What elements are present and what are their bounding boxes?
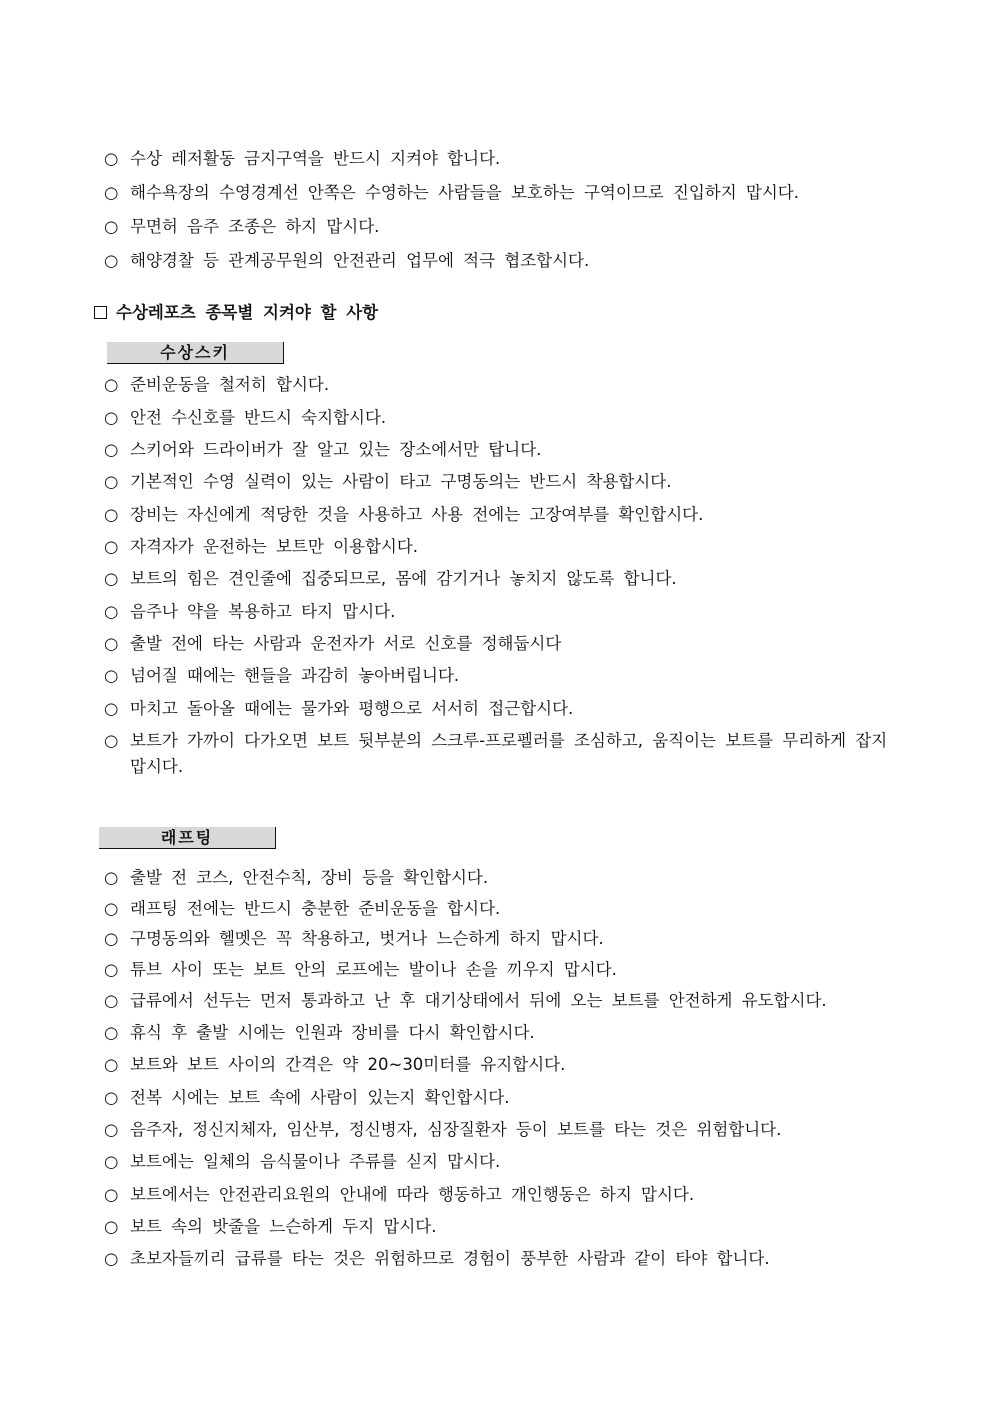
circle-bullet-icon: ○ <box>104 666 119 685</box>
intro-item-text: 무면허 음주 조종은 하지 맙시다. <box>130 217 380 236</box>
water-ski-item-text: 보트가 가까이 다가오면 보트 뒷부분의 스크루-프로펠러를 조심하고, 움직이는 보트를 무리하게 잡지 맙시다. <box>130 731 888 776</box>
circle-bullet-icon: ○ <box>104 602 119 621</box>
intro-item-text: 해양경찰 등 관계공무원의 안전관리 업무에 적극 협조합시다. <box>130 251 590 270</box>
rafting-item-text: 보트에는 일체의 음식물이나 주류를 싣지 맙시다. <box>130 1152 501 1171</box>
rafting-item-text: 음주자, 정신지체자, 임산부, 정신병자, 심장질환자 등이 보트를 타는 것은 위험합니다. <box>130 1120 782 1139</box>
circle-bullet-icon: ○ <box>104 537 119 556</box>
rafting-item-text: 급류에서 선두는 먼저 통과하고 난 후 대기상태에서 뒤에 오는 보트를 안전하게 유도합시다. <box>130 991 827 1010</box>
circle-bullet-icon: ○ <box>104 408 119 427</box>
water-ski-item-text: 음주나 약을 복용하고 타지 맙시다. <box>130 602 396 621</box>
intro-item-text: 해수욕장의 수영경계선 안쪽은 수영하는 사람들을 보호하는 구역이므로 진입하지 맙시다. <box>130 183 799 202</box>
water-ski-item-text: 넘어질 때에는 핸들을 과감히 놓아버립니다. <box>130 666 460 685</box>
square-checkbox-icon <box>94 306 107 319</box>
rafting-label: 래프팅 <box>99 827 276 849</box>
water-ski-item-text: 안전 수신호를 반드시 숙지합시다. <box>130 408 387 427</box>
circle-bullet-icon: ○ <box>104 1185 119 1204</box>
circle-bullet-icon: ○ <box>104 251 119 270</box>
circle-bullet-icon: ○ <box>104 217 119 236</box>
circle-bullet-icon: ○ <box>104 440 119 459</box>
circle-bullet-icon: ○ <box>104 149 119 168</box>
circle-bullet-icon: ○ <box>104 505 119 524</box>
rafting-item-text: 보트에서는 안전관리요원의 안내에 따라 행동하고 개인행동은 하지 맙시다. <box>130 1185 695 1204</box>
circle-bullet-icon: ○ <box>104 1023 119 1042</box>
circle-bullet-icon: ○ <box>104 991 119 1010</box>
water-ski-label: 수상스키 <box>107 342 284 364</box>
water-ski-item-text: 보트의 힘은 견인줄에 집중되므로, 몸에 감기거나 놓치지 않도록 합니다. <box>130 569 677 588</box>
circle-bullet-icon: ○ <box>104 375 119 394</box>
water-ski-item-text: 마치고 돌아올 때에는 물가와 평행으로 서서히 접근합시다. <box>130 699 574 718</box>
water-ski-item-text: 준비운동을 철저히 합시다. <box>130 375 330 394</box>
intro-item-text: 수상 레저활동 금지구역을 반드시 지켜야 합니다. <box>130 149 501 168</box>
water-ski-item-text: 스키어와 드라이버가 잘 알고 있는 장소에서만 탑니다. <box>130 440 542 459</box>
circle-bullet-icon: ○ <box>104 731 119 750</box>
circle-bullet-icon: ○ <box>104 1152 119 1171</box>
circle-bullet-icon: ○ <box>104 1217 119 1236</box>
circle-bullet-icon: ○ <box>104 960 119 979</box>
rafting-item-text: 출발 전 코스, 안전수칙, 장비 등을 확인합시다. <box>130 868 489 887</box>
circle-bullet-icon: ○ <box>104 569 119 588</box>
water-ski-item-text: 출발 전에 타는 사람과 운전자가 서로 신호를 정해둡시다 <box>130 634 562 653</box>
rafting-item-text: 휴식 후 출발 시에는 인원과 장비를 다시 확인합시다. <box>130 1023 535 1042</box>
circle-bullet-icon: ○ <box>104 699 119 718</box>
circle-bullet-icon: ○ <box>104 1055 119 1074</box>
rafting-item-text: 래프팅 전에는 반드시 충분한 준비운동을 합시다. <box>130 899 501 918</box>
rafting-item-text: 전복 시에는 보트 속에 사람이 있는지 확인합시다. <box>130 1088 510 1107</box>
water-ski-item-text: 기본적인 수영 실력이 있는 사람이 타고 구명동의는 반드시 착용합시다. <box>130 472 672 491</box>
circle-bullet-icon: ○ <box>104 899 119 918</box>
circle-bullet-icon: ○ <box>104 929 119 948</box>
circle-bullet-icon: ○ <box>104 1120 119 1139</box>
rafting-item-text: 초보자들끼리 급류를 타는 것은 위험하므로 경험이 풍부한 사람과 같이 타야 합니다. <box>130 1249 770 1268</box>
circle-bullet-icon: ○ <box>104 868 119 887</box>
circle-bullet-icon: ○ <box>104 472 119 491</box>
rafting-item-text: 구명동의와 헬멧은 꼭 착용하고, 벗거나 느슨하게 하지 맙시다. <box>130 929 604 948</box>
circle-bullet-icon: ○ <box>104 1088 119 1107</box>
rafting-item-text: 보트와 보트 사이의 간격은 약 20~30미터를 유지합시다. <box>130 1055 566 1074</box>
section-heading <box>94 300 378 326</box>
rafting-item-text: 튜브 사이 또는 보트 안의 로프에는 발이나 손을 끼우지 맙시다. <box>130 960 617 979</box>
section-heading-text: 수상레포츠 종목별 지켜야 할 사항 <box>116 303 379 322</box>
circle-bullet-icon: ○ <box>104 634 119 653</box>
water-ski-item-text: 자격자가 운전하는 보트만 이용합시다. <box>130 537 419 556</box>
circle-bullet-icon: ○ <box>104 183 119 202</box>
circle-bullet-icon: ○ <box>104 1249 119 1268</box>
rafting-item-text: 보트 속의 밧줄을 느슨하게 두지 맙시다. <box>130 1217 437 1236</box>
water-ski-item-text: 장비는 자신에게 적당한 것을 사용하고 사용 전에는 고장여부를 확인합시다. <box>130 505 704 524</box>
